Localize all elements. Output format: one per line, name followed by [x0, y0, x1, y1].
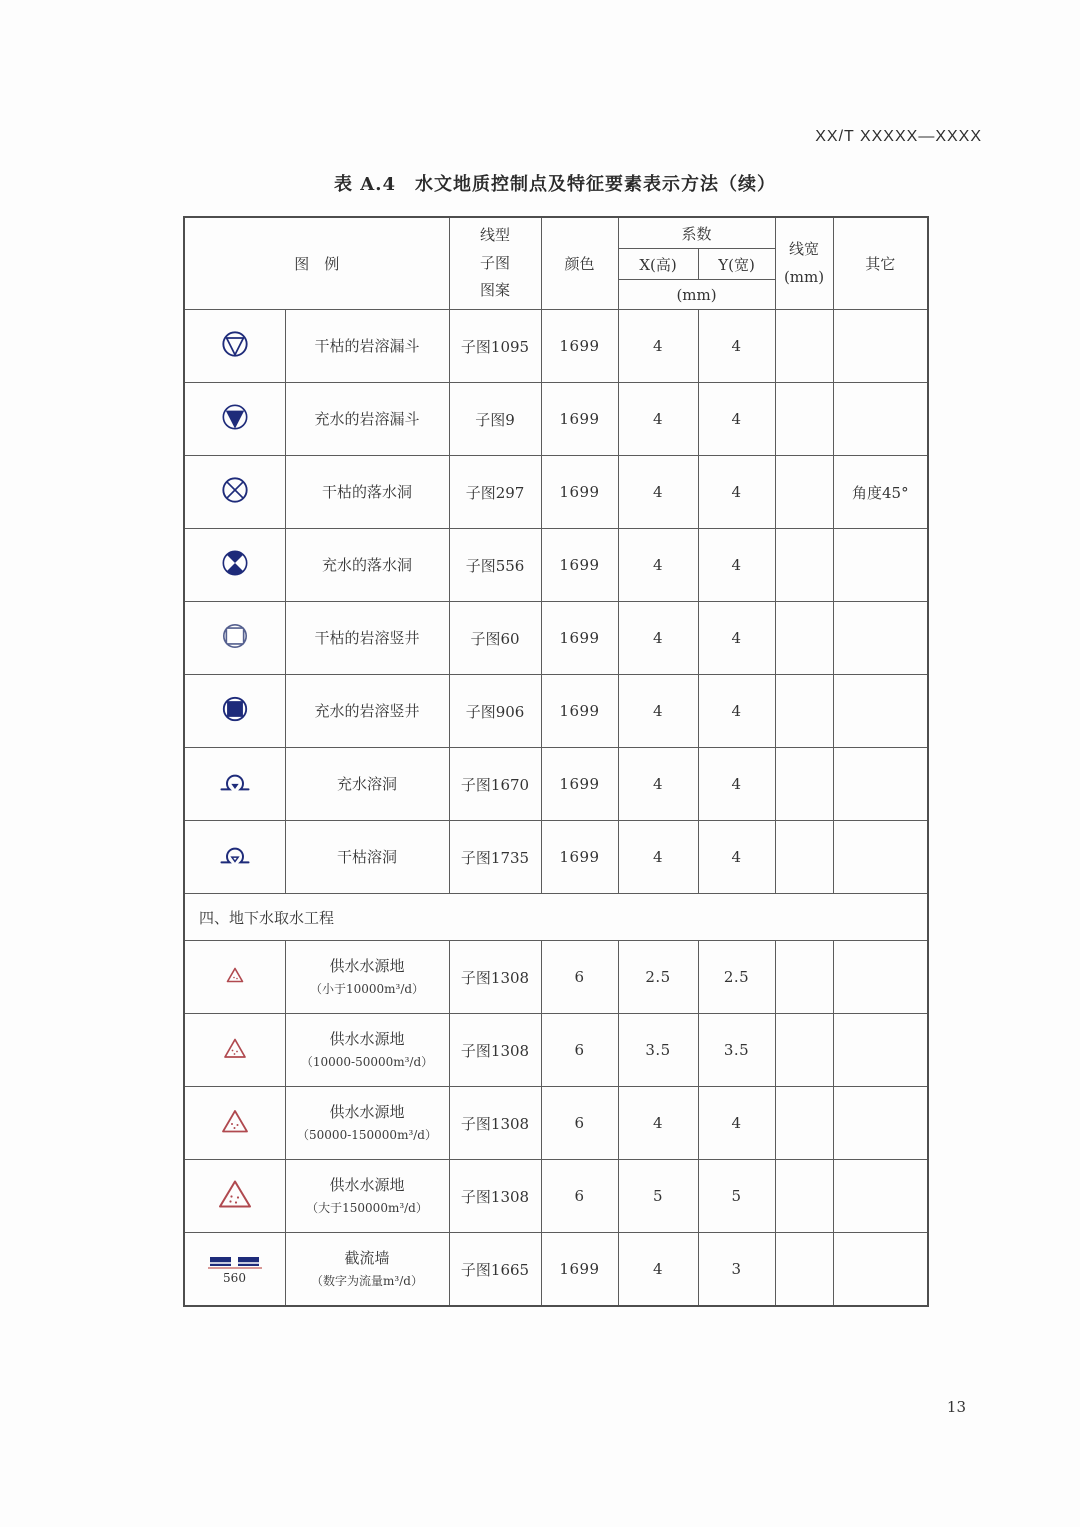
y-cell: 4 — [698, 602, 775, 675]
water-filled-cave-icon — [219, 769, 251, 795]
legend-symbol-cell — [184, 1160, 285, 1233]
header-linetype — [449, 217, 541, 310]
water-supply-source-xlarge-icon — [217, 1178, 253, 1210]
legend-symbol-cell — [184, 602, 285, 675]
line-width-cell — [775, 602, 833, 675]
legend-name-cell — [285, 1160, 449, 1233]
header-line-width-unit: (mm) — [783, 267, 825, 286]
x-cell: 3.5 — [618, 1014, 698, 1087]
legend-name-cell: 充水溶洞 — [285, 748, 449, 821]
line-width-cell — [775, 675, 833, 748]
header-other-label: 其它 — [865, 255, 896, 273]
subfig-cell: 子图297 — [449, 456, 541, 529]
subfig-cell: 子图906 — [449, 675, 541, 748]
other-cell — [833, 383, 928, 456]
other-cell — [833, 1087, 928, 1160]
color-cell: 6 — [541, 1087, 618, 1160]
other-cell: 角度45° — [833, 456, 928, 529]
y-cell: 4 — [698, 1087, 775, 1160]
header-linetype-line3: 图案 — [480, 281, 511, 300]
dry-karst-shaft-icon — [221, 622, 249, 650]
other-cell — [833, 1160, 928, 1233]
color-cell: 1699 — [541, 456, 618, 529]
subfig-cell: 子图1308 — [449, 1087, 541, 1160]
color-cell: 1699 — [541, 310, 618, 383]
header-y-wide-label: Y(宽) — [718, 255, 755, 274]
line-width-cell — [775, 1160, 833, 1233]
legend-name-main: 供水水源地 — [329, 1176, 405, 1195]
x-cell: 4 — [618, 821, 698, 894]
table-row — [184, 1160, 928, 1233]
color-cell: 6 — [541, 1160, 618, 1233]
x-cell: 4 — [618, 748, 698, 821]
header-line-width-label: 线宽 — [789, 239, 820, 258]
y-cell: 4 — [698, 456, 775, 529]
color-cell: 1699 — [541, 821, 618, 894]
table-row — [184, 941, 928, 1014]
table-row — [184, 456, 928, 529]
x-cell: 4 — [618, 310, 698, 383]
y-cell: 4 — [698, 748, 775, 821]
color-cell: 1699 — [541, 383, 618, 456]
subfig-cell: 子图1735 — [449, 821, 541, 894]
dry-sinkhole-icon — [221, 476, 249, 504]
legend-symbol-cell — [184, 821, 285, 894]
table-row — [184, 529, 928, 602]
line-width-cell — [775, 1233, 833, 1307]
table-row — [184, 821, 928, 894]
other-cell — [833, 821, 928, 894]
table-row — [184, 675, 928, 748]
legend-name-cell — [285, 1014, 449, 1087]
line-width-cell — [775, 1014, 833, 1087]
color-cell: 1699 — [541, 1233, 618, 1307]
color-cell: 6 — [541, 941, 618, 1014]
legend-symbol-cell — [184, 456, 285, 529]
legend-name-sub: （数字为流量m³/d） — [311, 1274, 423, 1289]
color-cell: 1699 — [541, 602, 618, 675]
legend-name-cell: 干枯的岩溶竖井 — [285, 602, 449, 675]
legend-name-sub: （50000-150000m³/d） — [297, 1128, 437, 1143]
section-header-row — [184, 894, 928, 941]
legend-table — [183, 216, 929, 1307]
legend-name-main: 供水水源地 — [329, 1030, 405, 1049]
table-row — [184, 1014, 928, 1087]
line-width-cell — [775, 748, 833, 821]
subfig-cell: 子图1095 — [449, 310, 541, 383]
dry-karst-funnel-icon — [221, 330, 249, 358]
x-cell: 2.5 — [618, 941, 698, 1014]
subfig-cell: 子图60 — [449, 602, 541, 675]
header-coefficient-label: 系数 — [681, 224, 712, 243]
line-width-cell — [775, 941, 833, 1014]
water-supply-source-medium-icon — [222, 1037, 248, 1060]
table-row — [184, 383, 928, 456]
water-filled-karst-shaft-icon — [221, 695, 249, 723]
color-cell: 1699 — [541, 529, 618, 602]
table-row — [184, 748, 928, 821]
other-cell — [833, 675, 928, 748]
header-linetype-line2: 子图 — [480, 253, 511, 272]
y-cell: 4 — [698, 529, 775, 602]
y-cell: 3.5 — [698, 1014, 775, 1087]
x-cell: 4 — [618, 456, 698, 529]
header-coef-unit-label: (mm) — [676, 285, 717, 304]
header-legend — [184, 217, 449, 310]
legend-symbol-cell — [184, 748, 285, 821]
subfig-cell: 子图1308 — [449, 941, 541, 1014]
line-width-cell — [775, 383, 833, 456]
line-width-cell — [775, 456, 833, 529]
y-cell: 3 — [698, 1233, 775, 1307]
legend-symbol-cell — [184, 383, 285, 456]
header-line-width — [775, 217, 833, 310]
subfig-cell: 子图1665 — [449, 1233, 541, 1307]
header-other — [833, 217, 928, 310]
color-cell: 1699 — [541, 675, 618, 748]
x-cell: 4 — [618, 675, 698, 748]
legend-name-cell — [285, 1087, 449, 1160]
page-number: 13 — [946, 1398, 966, 1416]
other-cell — [833, 748, 928, 821]
legend-symbol-cell — [184, 1233, 285, 1307]
water-supply-source-large-icon — [220, 1108, 250, 1135]
legend-symbol-cell — [184, 310, 285, 383]
other-cell — [833, 529, 928, 602]
header-x-high — [618, 249, 698, 280]
table-row — [184, 602, 928, 675]
legend-name-main: 供水水源地 — [329, 957, 405, 976]
color-cell: 6 — [541, 1014, 618, 1087]
legend-name-cell — [285, 1233, 449, 1307]
header-linetype-line1: 线型 — [480, 225, 511, 244]
y-cell: 4 — [698, 821, 775, 894]
section-header-cell: 四、地下水取水工程 — [184, 894, 928, 941]
header-color-label: 颜色 — [564, 255, 595, 273]
table-row — [184, 1087, 928, 1160]
cutoff-wall-icon — [206, 1251, 264, 1287]
other-cell — [833, 310, 928, 383]
legend-name-cell: 充水的岩溶漏斗 — [285, 383, 449, 456]
x-cell: 4 — [618, 383, 698, 456]
legend-name-main: 截流墙 — [344, 1249, 390, 1268]
legend-name-sub: （10000-50000m³/d） — [300, 1055, 434, 1070]
water-filled-sinkhole-icon — [221, 549, 249, 577]
line-width-cell — [775, 529, 833, 602]
subfig-cell: 子图1308 — [449, 1014, 541, 1087]
other-cell — [833, 941, 928, 1014]
subfig-cell: 子图1308 — [449, 1160, 541, 1233]
cutoff-wall-number-label: 560 — [222, 1271, 246, 1285]
legend-name-cell: 充水的岩溶竖井 — [285, 675, 449, 748]
header-y-wide — [698, 249, 775, 280]
dry-cave-icon — [219, 842, 251, 868]
x-cell: 4 — [618, 1233, 698, 1307]
color-cell: 1699 — [541, 748, 618, 821]
header-coefficient — [618, 217, 775, 249]
legend-name-cell — [285, 941, 449, 1014]
y-cell: 4 — [698, 675, 775, 748]
other-cell — [833, 1233, 928, 1307]
y-cell: 4 — [698, 383, 775, 456]
legend-name-sub: （大于150000m³/d） — [306, 1201, 428, 1216]
header-legend-label: 图 例 — [294, 255, 340, 273]
legend-name-sub: （小于10000m³/d） — [309, 982, 425, 997]
x-cell: 4 — [618, 529, 698, 602]
legend-name-cell: 干枯的落水洞 — [285, 456, 449, 529]
header-x-high-label: X(高) — [639, 255, 677, 274]
y-cell: 4 — [698, 310, 775, 383]
x-cell: 4 — [618, 1087, 698, 1160]
legend-symbol-cell — [184, 529, 285, 602]
x-cell: 4 — [618, 602, 698, 675]
legend-name-main: 供水水源地 — [329, 1103, 405, 1122]
subfig-cell: 子图556 — [449, 529, 541, 602]
subfig-cell: 子图1670 — [449, 748, 541, 821]
water-filled-karst-funnel-icon — [221, 403, 249, 431]
legend-symbol-cell — [184, 1014, 285, 1087]
line-width-cell — [775, 821, 833, 894]
legend-name-cell: 充水的落水洞 — [285, 529, 449, 602]
page-title: 表 A.4 水文地质控制点及特征要素表示方法（续） — [333, 174, 777, 195]
y-cell: 5 — [698, 1160, 775, 1233]
line-width-cell — [775, 310, 833, 383]
header-color — [541, 217, 618, 310]
line-width-cell — [775, 1087, 833, 1160]
other-cell — [833, 1014, 928, 1087]
legend-name-cell: 干枯的岩溶漏斗 — [285, 310, 449, 383]
table-header-row-1 — [184, 217, 928, 249]
header-coef-unit — [618, 280, 775, 310]
legend-symbol-cell — [184, 1087, 285, 1160]
subfig-cell: 子图9 — [449, 383, 541, 456]
y-cell: 2.5 — [698, 941, 775, 1014]
doc-code: XX/T XXXXX—XXXX — [815, 128, 982, 145]
legend-name-cell: 干枯溶洞 — [285, 821, 449, 894]
table-row — [184, 310, 928, 383]
water-supply-source-small-icon — [225, 966, 245, 984]
x-cell: 5 — [618, 1160, 698, 1233]
legend-symbol-cell — [184, 675, 285, 748]
legend-symbol-cell — [184, 941, 285, 1014]
other-cell — [833, 602, 928, 675]
table-row — [184, 1233, 928, 1307]
